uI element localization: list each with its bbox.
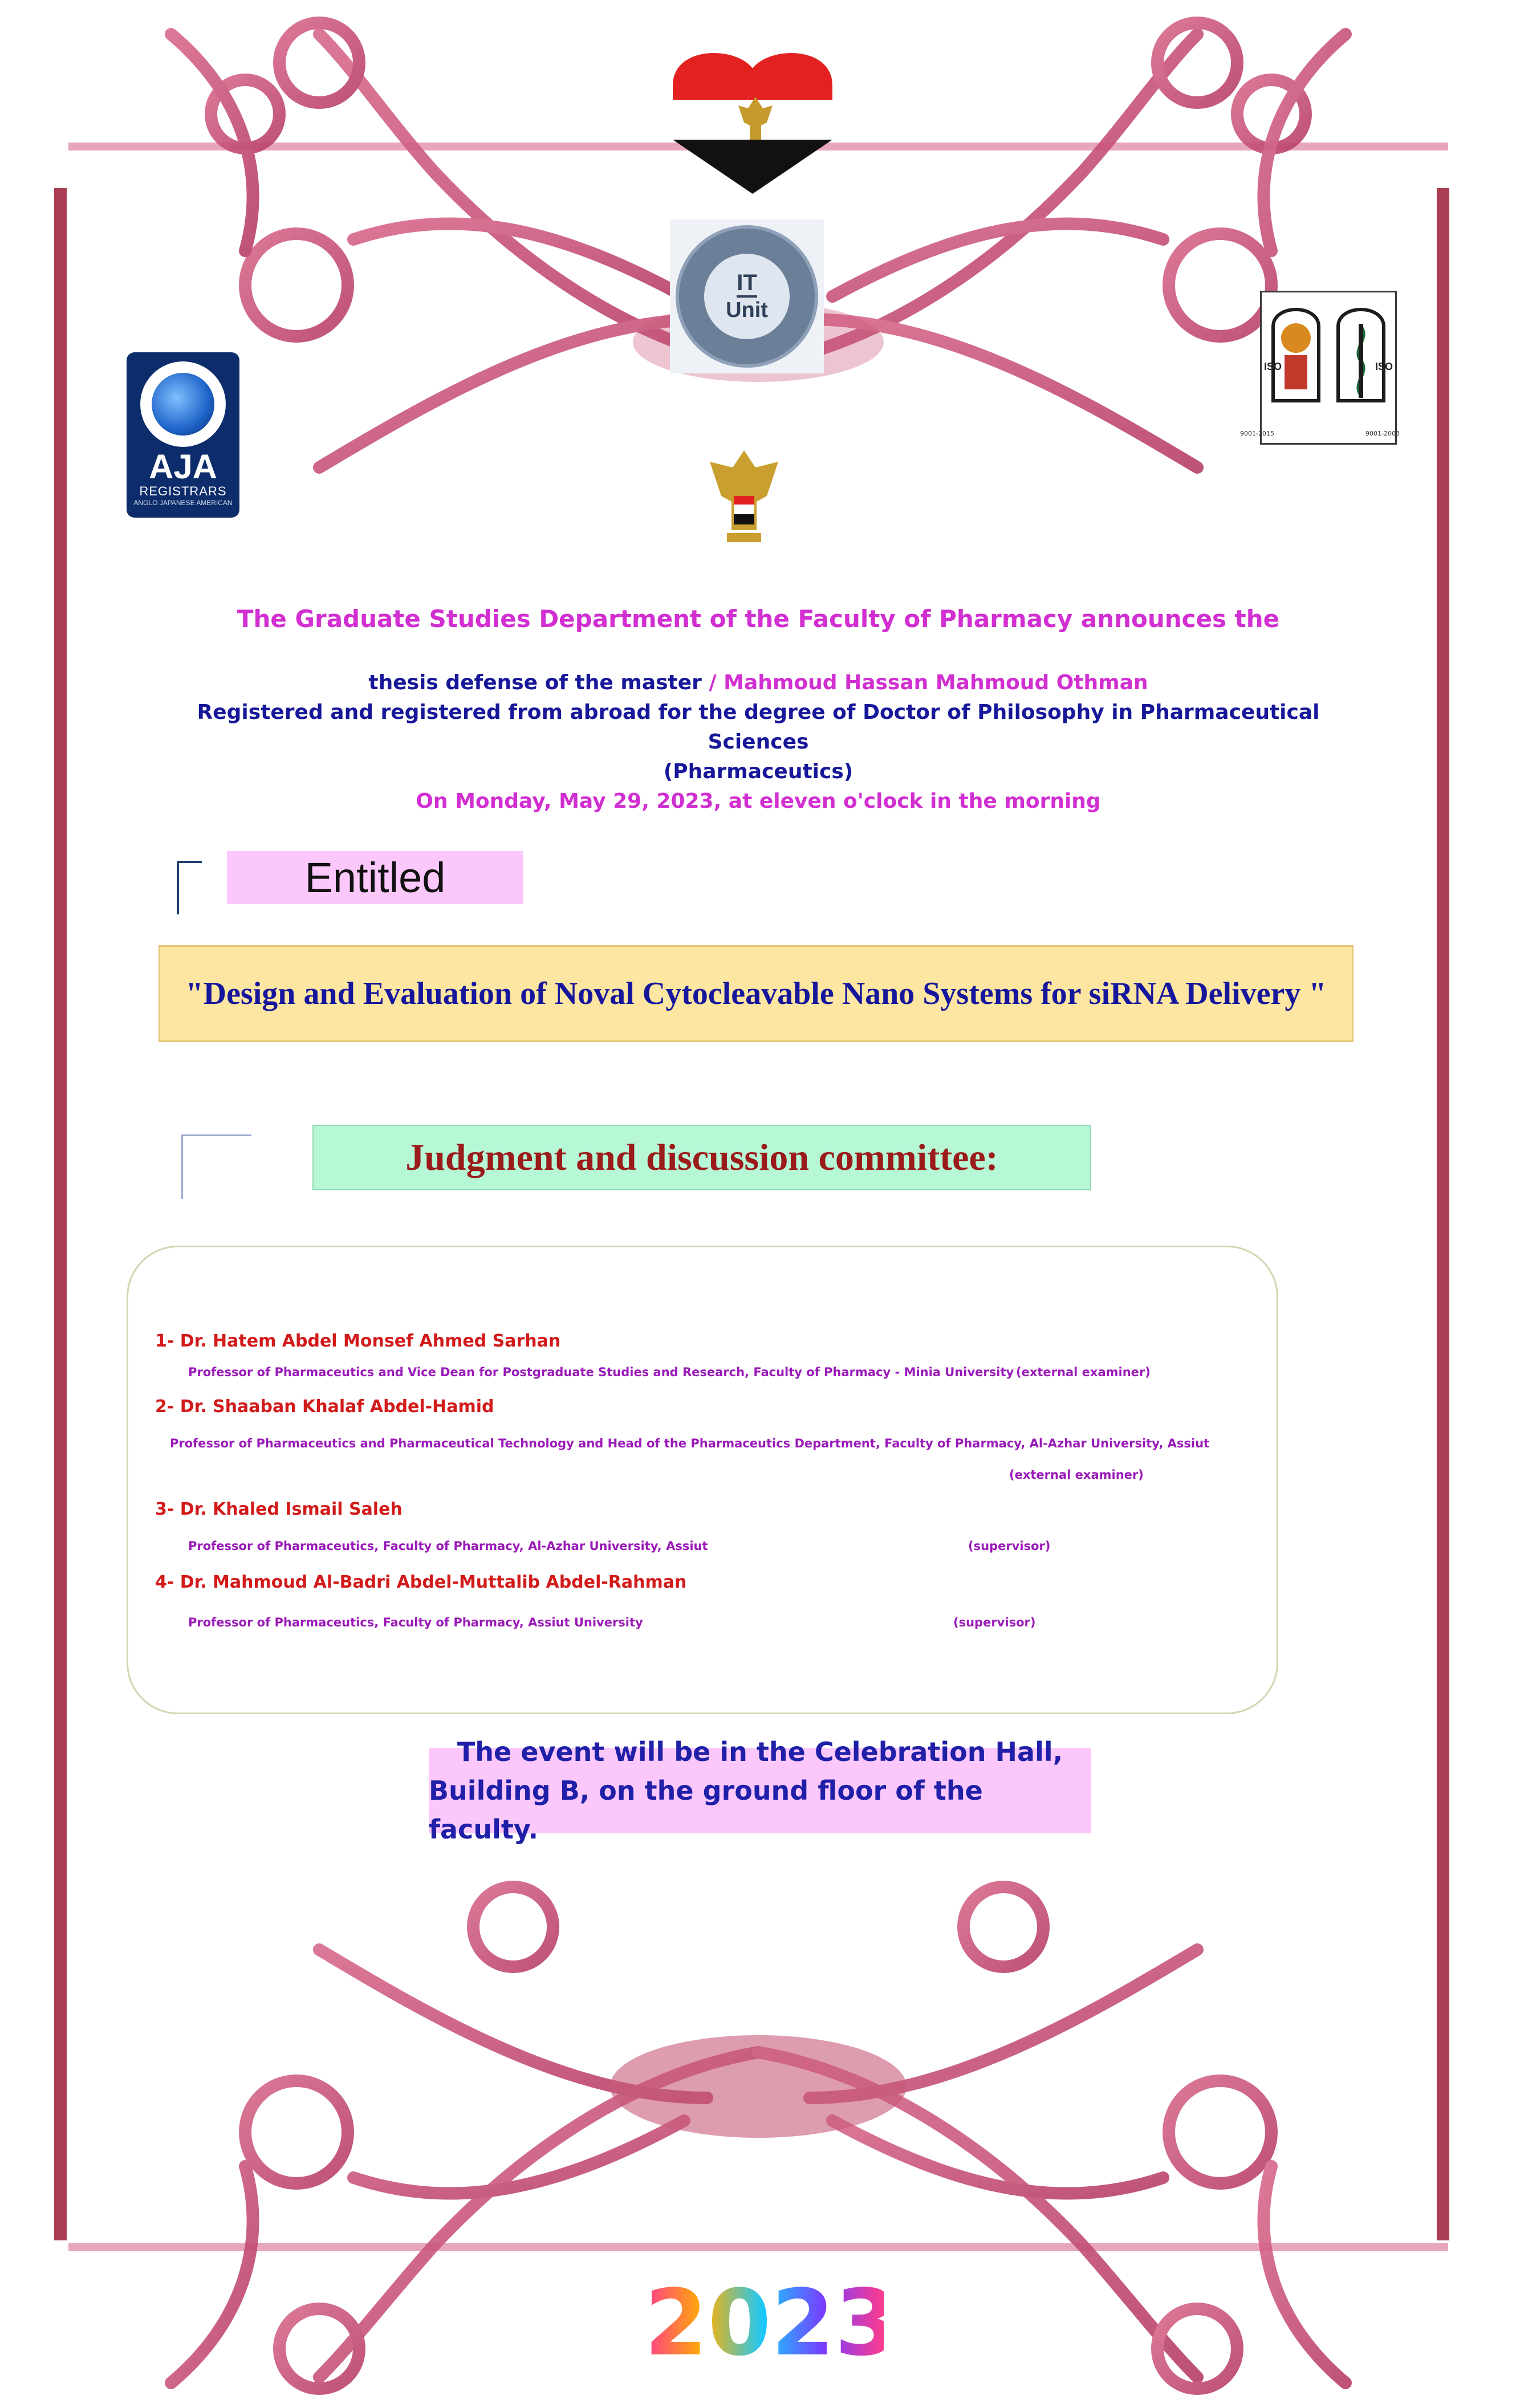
member-4-name: 4- Dr. Mahmoud Al-Badri Abdel-Muttalib Abdel-Rahman bbox=[155, 1572, 687, 1592]
member-4-role: Professor of Pharmaceutics, Faculty of Pharmacy, Assiut University bbox=[188, 1616, 643, 1629]
member-1-name: 1- Dr. Hatem Abdel Monsef Ahmed Sarhan bbox=[155, 1331, 561, 1351]
member-3-name: 3- Dr. Khaled Ismail Saleh bbox=[155, 1499, 403, 1519]
defense-prefix: thesis defense of the master bbox=[368, 671, 702, 694]
iso-badge-right: ISO bbox=[1375, 361, 1393, 372]
year-graphic: 2023 bbox=[644, 2269, 899, 2376]
defense-candidate-line bbox=[171, 668, 1346, 698]
member-2-tag: (external examiner) bbox=[1009, 1468, 1144, 1482]
it-unit-inner bbox=[704, 254, 790, 339]
entitled-bracket bbox=[177, 861, 202, 914]
defense-details bbox=[171, 668, 1346, 816]
member-2-name: 2- Dr. Shaaban Khalaf Abdel-Hamid bbox=[155, 1397, 494, 1417]
committee-bracket bbox=[181, 1134, 251, 1199]
eagle-coat-of-arms-icon bbox=[704, 445, 784, 547]
location-line2: Building B, on the ground floor of the faculty. bbox=[429, 1775, 983, 1845]
it-unit-line2: Unit bbox=[726, 298, 768, 322]
iso-badge-left: ISO bbox=[1264, 361, 1282, 372]
university-iso-codes bbox=[1240, 422, 1400, 445]
committee-heading: Judgment and discussion committee: bbox=[312, 1125, 1091, 1190]
aja-registrars-logo bbox=[127, 352, 239, 518]
member-1-tag: (external examiner) bbox=[1016, 1365, 1151, 1379]
globe-icon bbox=[140, 361, 226, 447]
announcement-line1: The Graduate Studies Department of the Faculty of Pharmacy announces the bbox=[237, 605, 1280, 633]
date-line: On Monday, May 29, 2023, at eleven o'clock in the morning bbox=[416, 790, 1101, 813]
candidate-name: / Mahmoud Hassan Mahmoud Othman bbox=[709, 671, 1148, 694]
degree-line: Registered and registered from abroad for the degree of Doctor of Philosophy in Pharmaceutical Sciences bbox=[197, 701, 1320, 754]
member-3-tag: (supervisor) bbox=[968, 1539, 1051, 1553]
member-1-role: Professor of Pharmaceutics and Vice Dean for Postgraduate Studies and Research, Faculty of Pharmacy - Minia University bbox=[188, 1365, 1014, 1379]
specialty-line: (Pharmaceutics) bbox=[663, 760, 853, 783]
iso-code-right: 9001-2008 bbox=[1365, 429, 1400, 437]
aja-sub2: ANGLO JAPANESE AMERICAN bbox=[133, 499, 233, 507]
member-3-role: Professor of Pharmaceutics, Faculty of Pharmacy, Al-Azhar University, Assiut bbox=[188, 1539, 708, 1553]
eagle-emblem-icon bbox=[735, 91, 775, 148]
entitled-label: Entitled bbox=[227, 851, 523, 904]
it-unit-line1: IT bbox=[737, 270, 757, 298]
member-4-tag: (supervisor) bbox=[953, 1616, 1036, 1629]
it-unit-logo bbox=[670, 219, 824, 373]
university-emblem-icon bbox=[1262, 292, 1395, 406]
location-line1: The event will be in the Celebration Hall, bbox=[457, 1736, 1063, 1767]
aja-sub: REGISTRARS bbox=[139, 484, 227, 498]
thesis-title: "Design and Evaluation of Noval Cytocleavable Nano Systems for siRNA Delivery " bbox=[158, 945, 1354, 1042]
it-unit-ring bbox=[676, 225, 818, 368]
aja-name: AJA bbox=[148, 448, 218, 486]
member-2-role: Professor of Pharmaceutics and Pharmaceutical Technology and Head of the Pharmaceutics Department, Faculty of Pharmacy, Al-Azhar University, Assiut bbox=[170, 1437, 1210, 1450]
iso-code-left: 9001-2015 bbox=[1240, 429, 1274, 437]
event-location bbox=[429, 1736, 1091, 1845]
